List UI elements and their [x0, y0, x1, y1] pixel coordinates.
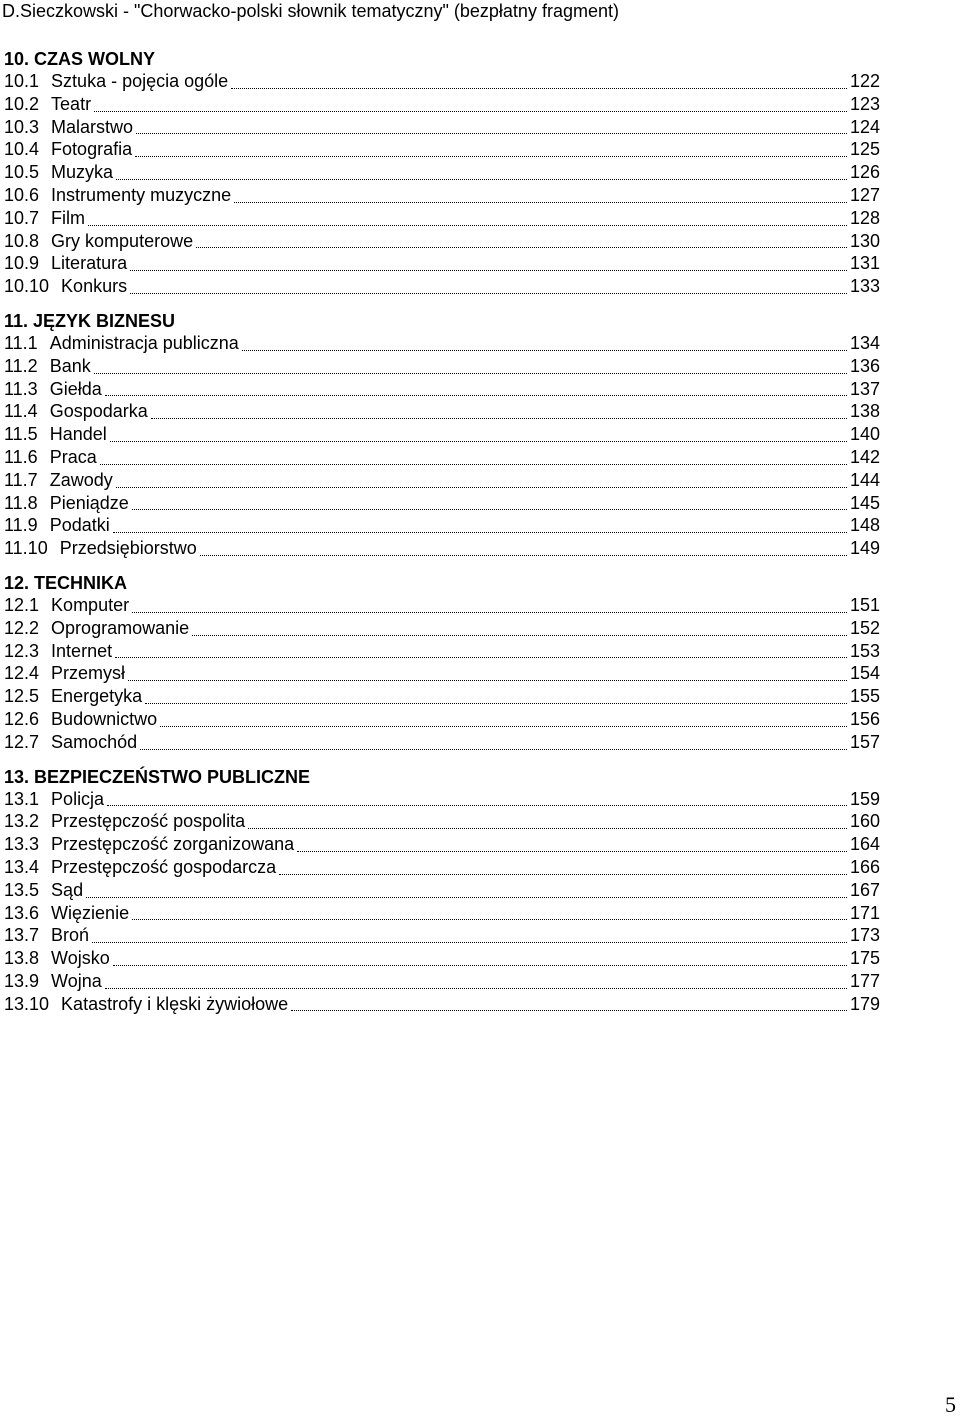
- entry-page-number: 149: [849, 538, 880, 559]
- entry-page-number: 179: [849, 993, 880, 1014]
- entry-label: Gospodarka: [49, 401, 148, 422]
- toc-entry: [4, 70, 880, 93]
- entry-label: Instrumenty muzyczne: [51, 184, 232, 205]
- toc-entry: [4, 116, 880, 139]
- dotted-leader: [116, 487, 847, 488]
- toc-entry: [4, 207, 880, 230]
- entry-page-number: 122: [849, 71, 880, 91]
- entry-label: Przedsiębiorstwo: [59, 538, 197, 559]
- entry-page-number: 166: [849, 856, 880, 877]
- entry-number: 11.1: [4, 332, 38, 353]
- toc-entry: [4, 788, 880, 811]
- dotted-leader: [132, 612, 847, 613]
- entry-page-number: 131: [849, 253, 880, 274]
- entry-page-number: 140: [849, 424, 880, 445]
- entry-page-number: 142: [849, 446, 880, 467]
- entry-number: 10.6: [4, 184, 40, 205]
- entry-number: 10.10: [4, 276, 50, 297]
- entry-label: Malarstwo: [51, 116, 134, 137]
- entry-label: Konkurs: [61, 276, 128, 297]
- entry-number: 10.8: [4, 230, 40, 251]
- entry-number: 11.10: [4, 538, 48, 559]
- dotted-leader: [136, 133, 847, 134]
- dotted-leader: [113, 965, 847, 966]
- entry-page-number: 151: [849, 594, 880, 615]
- dotted-leader: [279, 874, 847, 875]
- entry-label: Internet: [51, 640, 113, 661]
- dotted-leader: [234, 202, 847, 203]
- toc-entry: [4, 93, 880, 116]
- toc-entry: [4, 833, 880, 856]
- entry-number: 10.1: [4, 71, 40, 91]
- entry-page-number: 155: [849, 686, 880, 707]
- entry-page-number: 156: [849, 708, 880, 729]
- dotted-leader: [242, 350, 847, 351]
- entry-label: Więzienie: [51, 902, 130, 923]
- section-title: 13. BEZPIECZEŃSTWO PUBLICZNE: [4, 766, 311, 787]
- entry-page-number: 127: [849, 184, 880, 205]
- toc-entry: [4, 708, 880, 731]
- entry-number: 11.2: [4, 355, 38, 376]
- entry-number: 10.5: [4, 162, 40, 183]
- toc-entry: [4, 252, 880, 275]
- dotted-leader: [128, 680, 847, 681]
- entry-number: 11.9: [4, 515, 38, 536]
- entry-label: Przestępczość gospodarcza: [51, 856, 277, 877]
- entry-page-number: 125: [849, 139, 880, 160]
- toc-entry: [4, 810, 880, 833]
- dotted-leader: [291, 1010, 847, 1011]
- dotted-leader: [86, 897, 847, 898]
- toc-entry: [4, 355, 880, 378]
- toc-entry: [4, 230, 880, 253]
- entry-page-number: 133: [849, 276, 880, 297]
- entry-number: 11.7: [4, 469, 38, 490]
- toc-entry: [4, 332, 880, 355]
- entry-label: Wojna: [51, 970, 102, 991]
- entry-page-number: 130: [849, 230, 880, 251]
- dotted-leader: [140, 749, 847, 750]
- entry-label: Film: [51, 207, 86, 228]
- entry-label: Przestępczość zorganizowana: [51, 834, 295, 855]
- entry-number: 11.8: [4, 492, 38, 513]
- section-title: 11. JĘZYK BIZNESU: [4, 310, 176, 331]
- toc-section: [4, 572, 880, 754]
- entry-number: 13.4: [4, 856, 40, 877]
- dotted-leader: [151, 418, 847, 419]
- toc-entry: [4, 731, 880, 754]
- dotted-leader: [145, 703, 847, 704]
- dotted-leader: [132, 919, 847, 920]
- toc-entry: [4, 275, 880, 298]
- entry-page-number: 136: [849, 355, 880, 376]
- toc-entry: [4, 537, 880, 560]
- entry-label: Muzyka: [51, 162, 114, 183]
- entry-page-number: 154: [849, 663, 880, 684]
- entry-label: Katastrofy i klęski żywiołowe: [61, 993, 289, 1014]
- entry-page-number: 171: [849, 902, 880, 923]
- toc-section: [4, 310, 880, 560]
- toc-entry: [4, 947, 880, 970]
- dotted-leader: [107, 805, 847, 806]
- dotted-leader: [160, 726, 847, 727]
- entry-page-number: 124: [849, 116, 880, 137]
- toc-entry: [4, 469, 880, 492]
- entry-number: 12.6: [4, 708, 40, 729]
- entry-label: Sztuka - pojęcia ogóle: [51, 71, 229, 91]
- entry-label: Teatr: [51, 93, 92, 114]
- entry-number: 13.7: [4, 925, 40, 946]
- dotted-leader: [192, 635, 847, 636]
- entry-label: Handel: [49, 424, 107, 445]
- toc-entry: [4, 924, 880, 947]
- entry-number: 10.7: [4, 207, 40, 228]
- table-of-contents: [4, 47, 880, 1027]
- dotted-leader: [130, 293, 847, 294]
- toc-entry: [4, 378, 880, 401]
- entry-number: 13.1: [4, 788, 40, 809]
- entry-label: Bank: [49, 355, 91, 376]
- entry-page-number: 159: [849, 788, 880, 809]
- dotted-leader: [200, 555, 847, 556]
- entry-label: Policja: [51, 788, 105, 809]
- entry-label: Broń: [51, 925, 90, 946]
- entry-page-number: 152: [849, 617, 880, 638]
- toc-entry: [4, 662, 880, 685]
- toc-entry: [4, 640, 880, 663]
- toc-entry: [4, 617, 880, 640]
- entry-label: Oprogramowanie: [51, 617, 190, 638]
- entry-number: 13.2: [4, 811, 40, 832]
- entry-number: 10.3: [4, 116, 40, 137]
- toc-entry: [4, 993, 880, 1016]
- dotted-leader: [105, 395, 847, 396]
- entry-page-number: 137: [849, 378, 880, 399]
- toc-entry: [4, 879, 880, 902]
- entry-number: 10.2: [4, 93, 40, 114]
- entry-number: 11.6: [4, 446, 38, 467]
- toc-entry: [4, 161, 880, 184]
- document-header: D.Sieczkowski - "Chorwacko-polski słownik tematyczny" (bezpłatny fragment): [2, 1, 619, 21]
- toc-entry: [4, 514, 880, 537]
- entry-number: 12.7: [4, 731, 40, 752]
- entry-number: 10.4: [4, 139, 40, 160]
- entry-number: 13.8: [4, 948, 40, 969]
- entry-label: Samochód: [51, 731, 138, 752]
- toc-entry: [4, 138, 880, 161]
- entry-label: Wojsko: [51, 948, 110, 969]
- dotted-leader: [116, 179, 847, 180]
- entry-label: Energetyka: [51, 686, 143, 707]
- toc-entry: [4, 400, 880, 423]
- dotted-leader: [132, 509, 847, 510]
- entry-label: Sąd: [51, 879, 84, 900]
- entry-label: Podatki: [49, 515, 110, 536]
- page-number: 5: [945, 1392, 956, 1417]
- entry-page-number: 144: [849, 469, 880, 490]
- toc-entry: [4, 492, 880, 515]
- dotted-leader: [113, 532, 847, 533]
- section-title: 12. TECHNIKA: [4, 572, 128, 593]
- toc-entry: [4, 902, 880, 925]
- entry-page-number: 157: [849, 731, 880, 752]
- entry-page-number: 148: [849, 515, 880, 536]
- entry-number: 12.1: [4, 594, 40, 615]
- entry-number: 11.4: [4, 401, 38, 422]
- dotted-leader: [94, 373, 847, 374]
- entry-label: Przemysł: [51, 663, 126, 684]
- dotted-leader: [297, 851, 847, 852]
- entry-page-number: 123: [849, 93, 880, 114]
- entry-label: Pieniądze: [49, 492, 129, 513]
- toc-entry: [4, 685, 880, 708]
- dotted-leader: [115, 657, 847, 658]
- entry-page-number: 145: [849, 492, 880, 513]
- entry-page-number: 177: [849, 970, 880, 991]
- dotted-leader: [92, 942, 847, 943]
- entry-label: Komputer: [51, 594, 130, 615]
- entry-number: 13.3: [4, 834, 40, 855]
- entry-label: Budownictwo: [51, 708, 158, 729]
- toc-entry: [4, 970, 880, 993]
- entry-page-number: 126: [849, 162, 880, 183]
- dotted-leader: [130, 270, 847, 271]
- entry-page-number: 167: [849, 879, 880, 900]
- entry-page-number: 153: [849, 640, 880, 661]
- entry-label: Administracja publiczna: [49, 332, 239, 353]
- entry-number: 13.9: [4, 970, 40, 991]
- dotted-leader: [196, 247, 847, 248]
- entry-label: Fotografia: [51, 139, 133, 160]
- entry-page-number: 138: [849, 401, 880, 422]
- dotted-leader: [231, 88, 847, 89]
- toc-entry: [4, 856, 880, 879]
- entry-label: Praca: [49, 446, 97, 467]
- toc-section: [4, 48, 880, 298]
- entry-number: 12.5: [4, 686, 40, 707]
- toc-entry: [4, 184, 880, 207]
- entry-number: 12.3: [4, 640, 40, 661]
- entry-page-number: 173: [849, 925, 880, 946]
- entry-page-number: 134: [849, 332, 880, 353]
- entry-number: 12.2: [4, 617, 40, 638]
- entry-page-number: 164: [849, 834, 880, 855]
- entry-label: Gry komputerowe: [51, 230, 194, 251]
- entry-number: 10.9: [4, 253, 40, 274]
- toc-entry: [4, 446, 880, 469]
- dotted-leader: [135, 156, 847, 157]
- entry-number: 13.6: [4, 902, 40, 923]
- dotted-leader: [110, 441, 847, 442]
- dotted-leader: [94, 111, 847, 112]
- entry-number: 13.10: [4, 993, 50, 1014]
- dotted-leader: [248, 828, 847, 829]
- toc-section: [4, 766, 880, 1016]
- dotted-leader: [100, 464, 847, 465]
- entry-number: 11.5: [4, 424, 38, 445]
- entry-page-number: 128: [849, 207, 880, 228]
- entry-label: Zawody: [49, 469, 113, 490]
- entry-page-number: 160: [849, 811, 880, 832]
- entry-page-number: 175: [849, 948, 880, 969]
- toc-entry: [4, 594, 880, 617]
- entry-label: Literatura: [51, 253, 128, 274]
- entry-label: Przestępczość pospolita: [51, 811, 246, 832]
- entry-number: 13.5: [4, 879, 40, 900]
- section-title: 10. CZAS WOLNY: [4, 49, 156, 69]
- entry-number: 11.3: [4, 378, 38, 399]
- toc-entry: [4, 423, 880, 446]
- dotted-leader: [105, 988, 847, 989]
- entry-label: Giełda: [49, 378, 102, 399]
- entry-number: 12.4: [4, 663, 40, 684]
- dotted-leader: [88, 225, 847, 226]
